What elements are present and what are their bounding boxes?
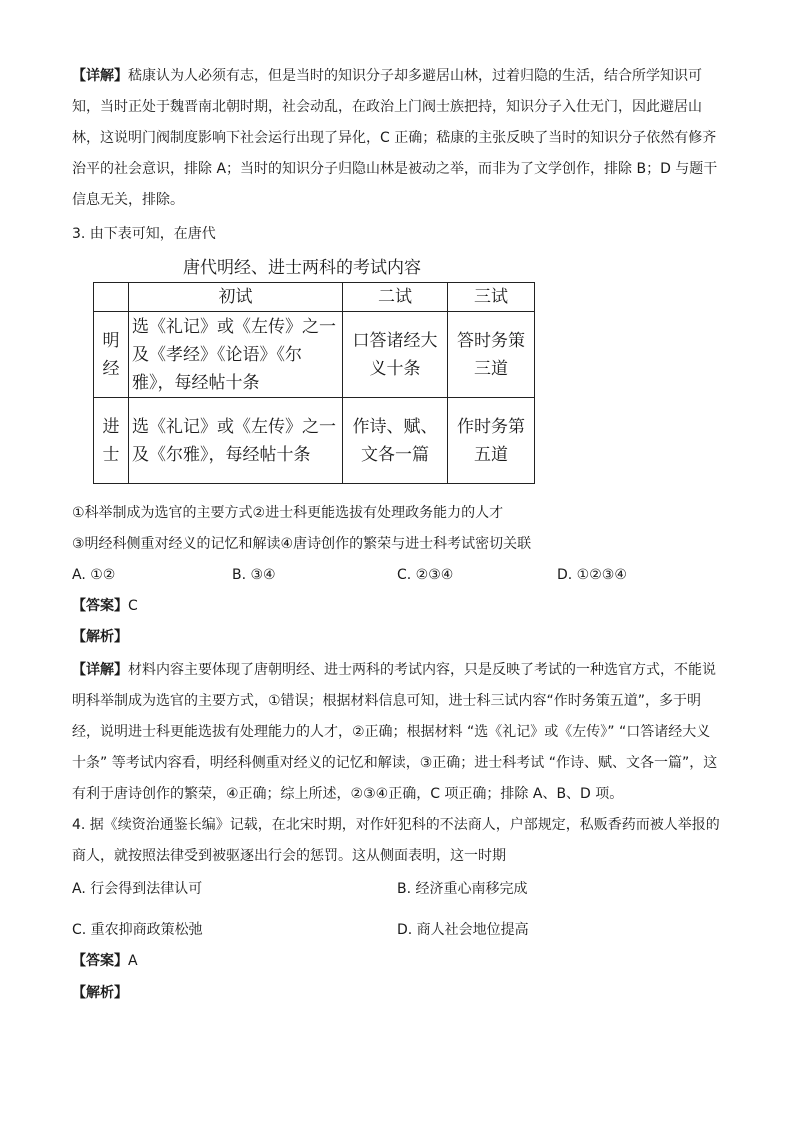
answer-label-q4: 【答案】 bbox=[72, 953, 128, 969]
table-header-second-exam: 二试 bbox=[343, 283, 448, 312]
detail-text-q3: 材料内容主要体现了唐朝明经、进士两科的考试内容，只是反映了考试的一种选官方式，不能说明科举制成为选官的主要方式，①错误；根据材料信息可知，进士科三试内容“作时务策五道”，多于明经，说明进士科更能选拔有处理能力的人才，②正确；根据材料 “选《礼记》或《左传》” “口答诸经大义十条” 等考试内容看，明经科侧重对经义的记忆和解读，③正确；进士科考试 “作诗、赋、文各一篇”，这有利于唐诗创作的繁荣，④正确；综上所述，②③④正确，C 项正确；排除 A、B、D 项。 bbox=[72, 662, 718, 802]
cell-jinshi-third: 作时务第五道 bbox=[448, 398, 535, 484]
cell-mingjing-second: 口答诸经大义十条 bbox=[343, 312, 448, 398]
question-3-stem: 3. 由下表可知，在唐代 bbox=[72, 226, 216, 242]
table-header-empty bbox=[94, 283, 129, 312]
table-header-row bbox=[94, 283, 535, 312]
answer-value-q4: A bbox=[128, 953, 138, 969]
cell-jinshi-second: 作诗、赋、文各一篇 bbox=[343, 398, 448, 484]
option-a: A. ①② bbox=[72, 567, 116, 583]
analysis-label-q3: 【解析】 bbox=[72, 629, 128, 645]
cell-mingjing-third: 答时务策三道 bbox=[448, 312, 535, 398]
q4-option-d: D. 商人社会地位提高 bbox=[397, 922, 529, 938]
statements-line-2: ③明经科侧重对经义的记忆和解读④唐诗创作的繁荣与进士科考试密切关联 bbox=[72, 536, 532, 552]
exam-content-table bbox=[93, 282, 535, 484]
row-label-mingjing: 明经 bbox=[94, 312, 129, 398]
option-b: B. ③④ bbox=[232, 567, 276, 583]
q4-option-a: A. 行会得到法律认可 bbox=[72, 881, 203, 897]
detail-label-q3: 【详解】 bbox=[72, 662, 128, 678]
table-row-mingjing bbox=[94, 312, 535, 398]
answer-value: C bbox=[128, 598, 138, 614]
q4-option-c: C. 重农抑商政策松弛 bbox=[72, 922, 203, 938]
analysis-label-q4: 【解析】 bbox=[72, 985, 128, 1001]
option-c: C. ②③④ bbox=[397, 567, 454, 583]
answer-line-q4 bbox=[72, 950, 138, 972]
answer-label: 【答案】 bbox=[72, 598, 128, 614]
cell-jinshi-first: 选《礼记》或《左传》之一及《尔雅》，每经帖十条 bbox=[129, 398, 343, 484]
table-header-third-exam: 三试 bbox=[448, 283, 535, 312]
detail-text: 嵇康认为人必须有志，但是当时的知识分子却多避居山林，过着归隐的生活，结合所学知识可知，当时正处于魏晋南北朝时期，社会动乱，在政治上门阀士族把持，知识分子入仕无门，因此避居山林，这说明门阀制度影响下社会运行出现了异化，C 正确；嵇康的主张反映了当时的知识分子依然有修齐治平的社会意识，排除 A；当时的知识分子归隐山林是被动之举，而非为了文学创作，排除 B；D 与题干信息无关，排除。 bbox=[72, 68, 718, 208]
option-d: D. ①②③④ bbox=[557, 567, 627, 583]
table-header-first-exam: 初试 bbox=[129, 283, 343, 312]
detail-label: 【详解】 bbox=[72, 68, 128, 84]
statements-line-1: ①科举制成为选官的主要方式②进士科更能选拔有处理政务能力的人才 bbox=[72, 505, 504, 521]
row-label-jinshi: 进士 bbox=[94, 398, 129, 484]
detail-paragraph-q2 bbox=[72, 61, 722, 216]
answer-line-q3 bbox=[72, 595, 138, 617]
question-4-stem: 4. 据《续资治通鉴长编》记载，在北宋时期，对作奸犯科的不法商人，户部规定，私贩香药而被人举报的商人，就按照法律受到被驱逐出行会的惩罚。这从侧面表明，这一时期 bbox=[72, 817, 720, 864]
table-row-jinshi bbox=[94, 398, 535, 484]
q4-option-b: B. 经济重心南移完成 bbox=[397, 881, 528, 897]
cell-mingjing-first: 选《礼记》或《左传》之一及《孝经》《论语》《尔雅》，每经帖十条 bbox=[129, 312, 343, 398]
table-title: 唐代明经、进士两科的考试内容 bbox=[183, 258, 421, 278]
detail-paragraph-q3 bbox=[72, 655, 722, 810]
